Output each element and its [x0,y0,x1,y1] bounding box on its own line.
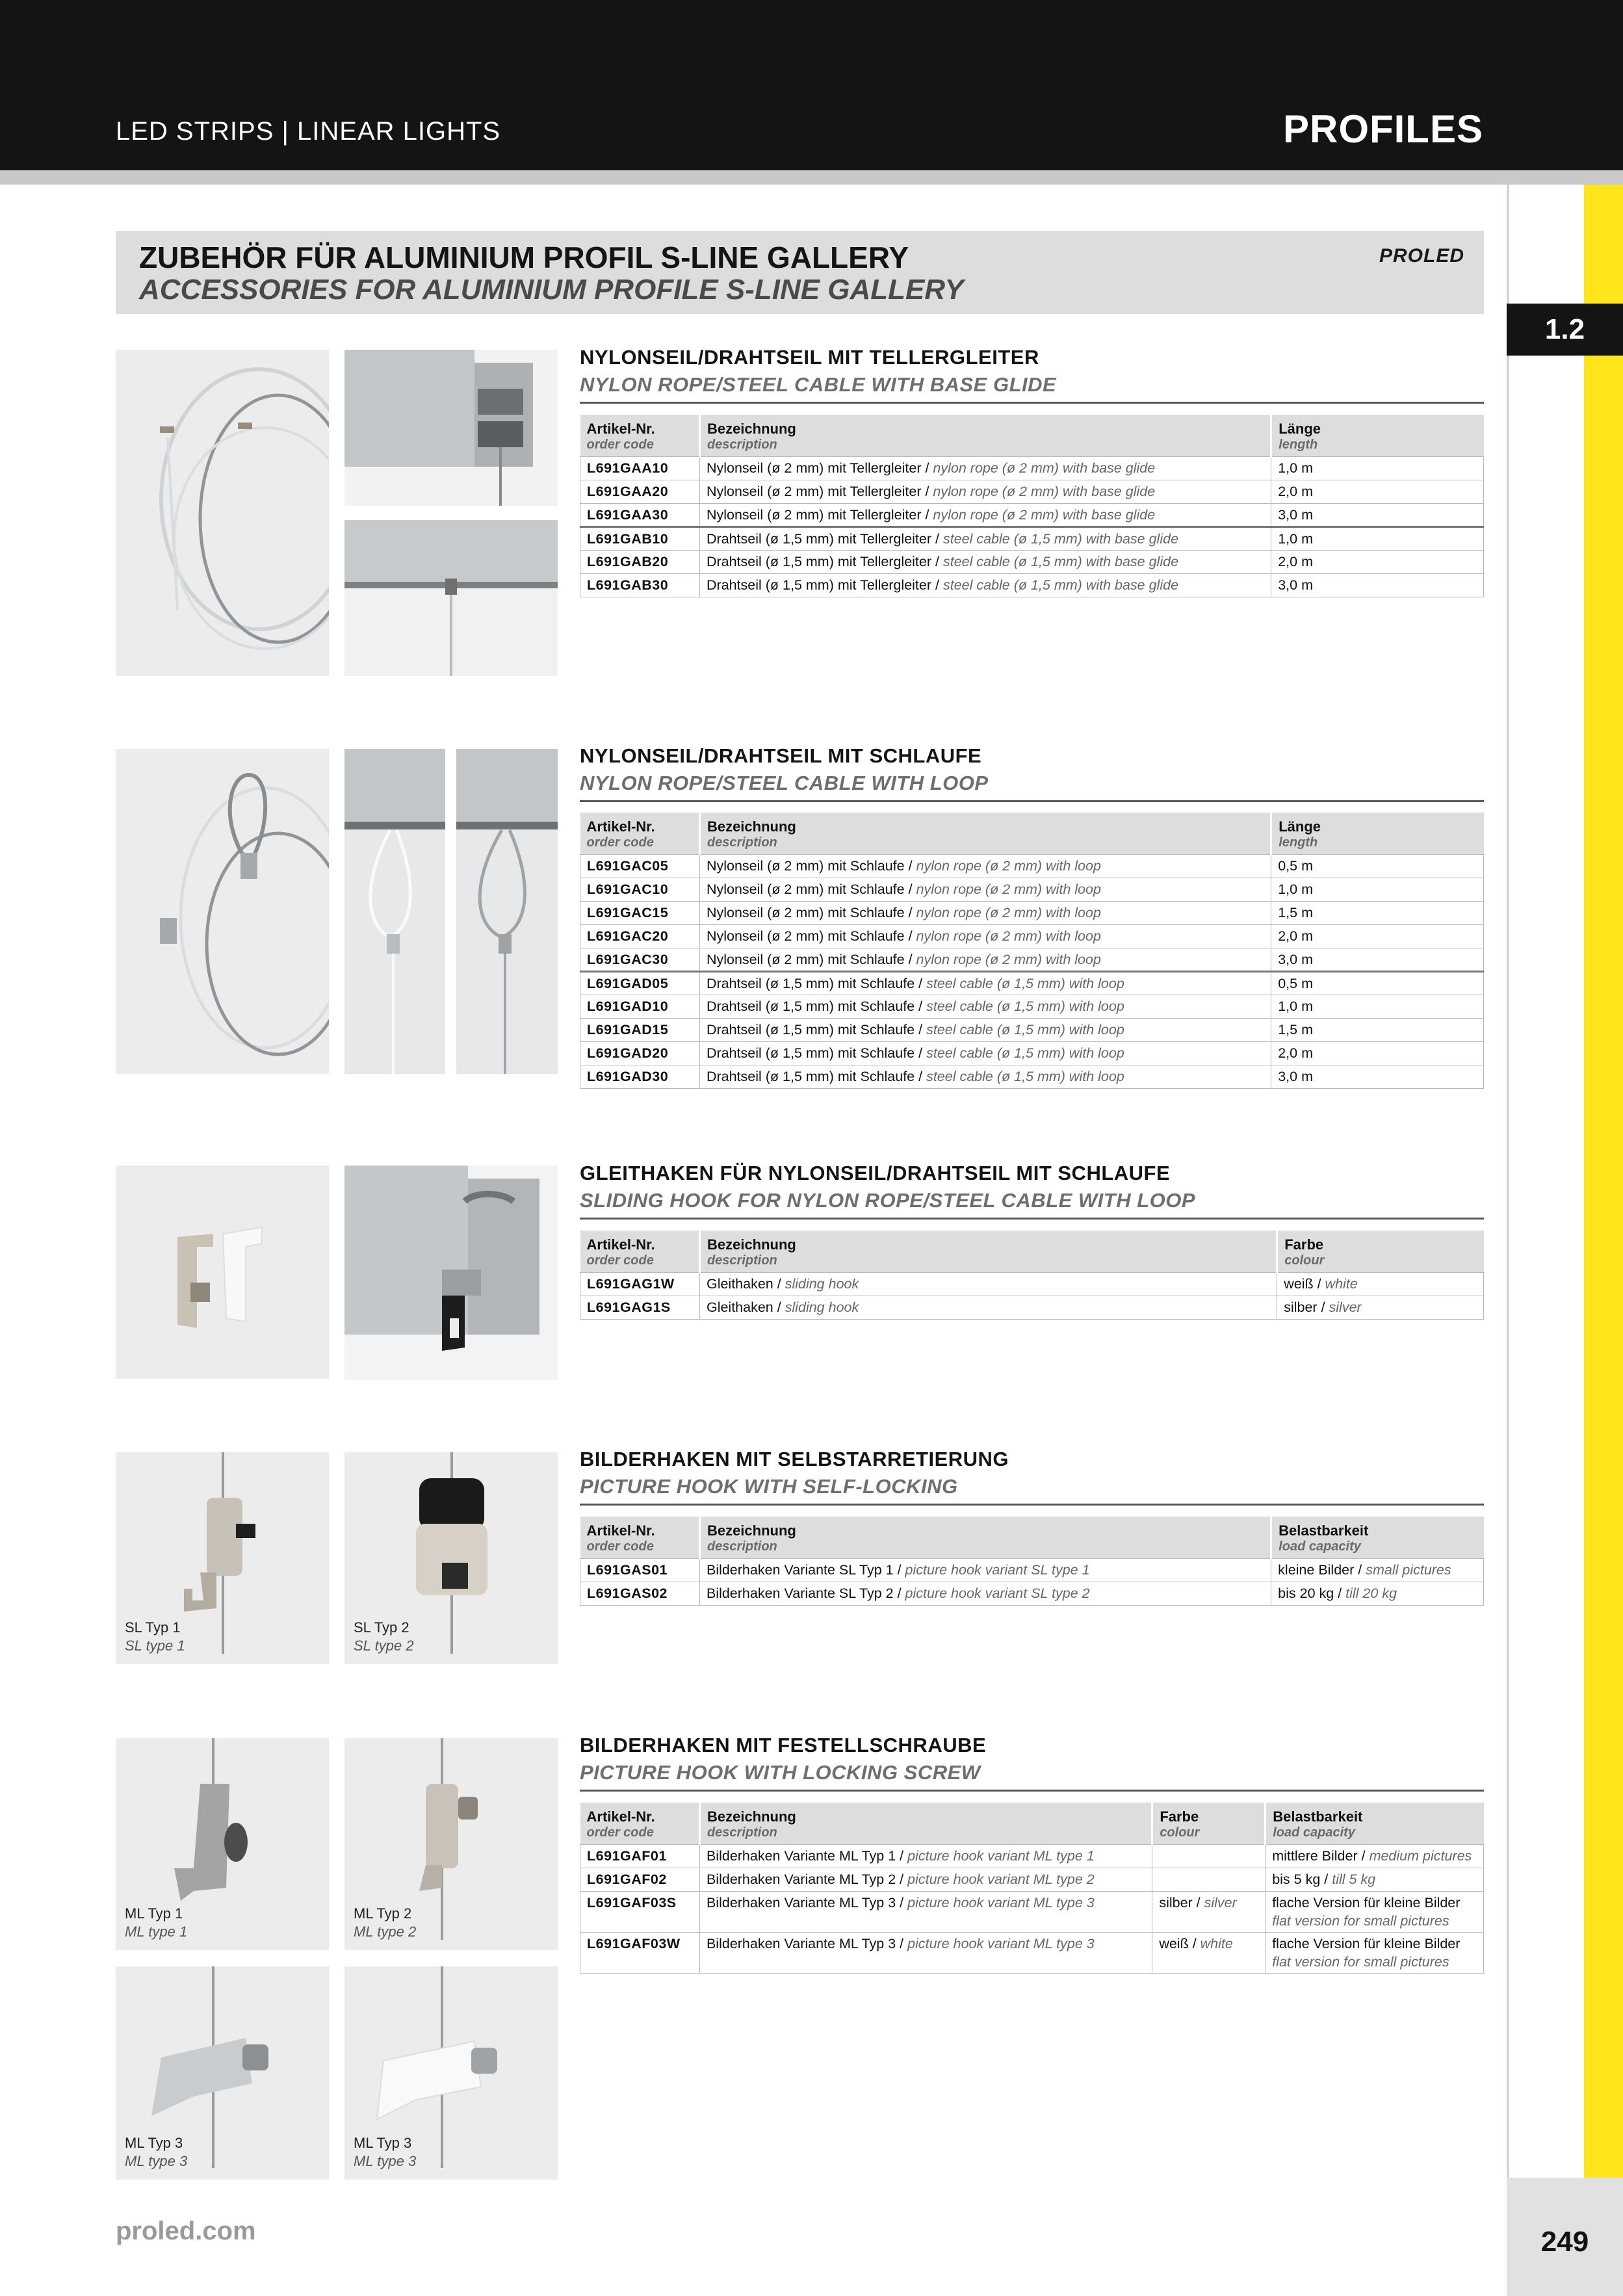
table-cell: Nylonseil (ø 2 mm) mit Tellergleiter / nylon rope (ø 2 mm) with base glide [699,457,1271,480]
product-table-loop [580,813,1484,1089]
table-cell: flache Version für kleine Bilder flat version for small pictures [1266,1933,1484,1974]
table-cell: 2,0 m [1271,925,1484,948]
table-row [580,1042,1484,1065]
order-code-cell: L691GAF03S [580,1892,700,1933]
category-title: LED STRIPS | LINEAR LIGHTS [116,117,501,146]
order-code-cell: L691GAC30 [580,948,700,972]
section-title-de: NYLONSEIL/DRAHTSEIL MIT SCHLAUFE [580,744,982,767]
section-rule [580,402,1484,404]
table-cell: bis 5 kg / till 5 kg [1266,1868,1484,1892]
image-caption: ML Typ 3 ML type 3 [125,2135,188,2169]
order-code-cell: L691GAA20 [580,480,700,504]
product-image-ml-type-3-white [344,1966,558,2180]
table-row [580,948,1484,972]
table-row [580,855,1484,878]
product-image-profile-top [344,350,558,506]
table-row [580,1273,1484,1296]
order-code-cell: L691GAB10 [580,527,700,551]
table-cell: Drahtseil (ø 1,5 mm) mit Schlaufe / steel cable (ø 1,5 mm) with loop [699,972,1271,995]
order-code-cell: L691GAF02 [580,1868,700,1892]
page-number: 249 [1540,2226,1589,2258]
order-code-cell: L691GAD20 [580,1042,700,1065]
image-caption: ML Typ 3 ML type 3 [354,2135,417,2169]
order-code-cell: L691GAD15 [580,1019,700,1042]
table-row [580,1296,1484,1320]
table-cell: Drahtseil (ø 1,5 mm) mit Schlaufe / steel cable (ø 1,5 mm) with loop [699,995,1271,1019]
section-rule [580,800,1484,802]
product-image-ml-type-3-silver [116,1966,329,2180]
product-image-ml-type-1 [116,1738,329,1950]
table-cell: 2,0 m [1271,551,1484,574]
col-header: Länge length [1271,813,1484,855]
table-cell: 1,5 m [1271,902,1484,925]
table-cell [1152,1845,1266,1868]
table-cell: flache Version für kleine Bilder flat version for small pictures [1266,1892,1484,1933]
image-caption: ML Typ 1 ML type 1 [125,1905,188,1940]
section-title-en: NYLON ROPE/STEEL CABLE WITH LOOP [580,772,989,794]
section-heading-loop [580,744,1484,802]
table-cell: 1,5 m [1271,1019,1484,1042]
section-heading-locking-screw [580,1734,1484,1792]
col-header: Belastbarkeit load capacity [1266,1803,1484,1845]
section-title-de: BILDERHAKEN MIT SELBSTARRETIERUNG [580,1448,1009,1470]
order-code-cell: L691GAC10 [580,878,700,902]
table-cell: 3,0 m [1271,574,1484,597]
section-title-de: GLEITHAKEN FÜR NYLONSEIL/DRAHTSEIL MIT SCHLAUFE [580,1162,1171,1184]
col-header: Farbe colour [1152,1803,1266,1845]
order-code-cell: L691GAB20 [580,551,700,574]
page-title-band [116,231,1484,314]
product-image-sl-type-2 [344,1452,558,1664]
image-caption: SL Typ 1 SL type 1 [125,1619,185,1654]
col-header: Bezeichnung description [699,1517,1271,1559]
table-cell: Drahtseil (ø 1,5 mm) mit Schlaufe / steel cable (ø 1,5 mm) with loop [699,1065,1271,1089]
table-cell: Drahtseil (ø 1,5 mm) mit Schlaufe / steel cable (ø 1,5 mm) with loop [699,1019,1271,1042]
product-image-sl-type-1 [116,1452,329,1664]
product-image-profile-cable [344,520,558,676]
table-cell: Bilderhaken Variante ML Typ 2 / picture hook variant ML type 2 [699,1868,1152,1892]
page-number-box [1507,2178,1623,2296]
table-row [580,457,1484,480]
chapter-color-bar [1584,185,1623,2178]
table-cell: weiß / white [1277,1273,1484,1296]
col-header: Artikel-Nr. order code [580,1803,700,1845]
table-row [580,1019,1484,1042]
table-cell: 0,5 m [1271,972,1484,995]
section-rule [580,1504,1484,1506]
table-cell: silber / silver [1277,1296,1484,1320]
table-cell: Drahtseil (ø 1,5 mm) mit Tellergleiter / steel cable (ø 1,5 mm) with base glide [699,574,1271,597]
order-code-cell: L691GAA10 [580,457,700,480]
product-image-nylon-rope-glide [116,350,329,676]
order-code-cell: L691GAD10 [580,995,700,1019]
order-code-cell: L691GAF01 [580,1845,700,1868]
table-row [580,1892,1484,1933]
col-header: Länge length [1271,415,1484,457]
table-cell: Drahtseil (ø 1,5 mm) mit Tellergleiter / steel cable (ø 1,5 mm) with base glide [699,551,1271,574]
col-header: Farbe colour [1277,1231,1484,1273]
table-cell: Nylonseil (ø 2 mm) mit Tellergleiter / nylon rope (ø 2 mm) with base glide [699,480,1271,504]
order-code-cell: L691GAS02 [580,1582,700,1606]
table-cell: 3,0 m [1271,504,1484,527]
section-title-en: NYLON ROPE/STEEL CABLE WITH BASE GLIDE [580,373,1057,396]
table-cell: Bilderhaken Variante ML Typ 3 / picture hook variant ML type 3 [699,1933,1152,1974]
table-cell: Gleithaken / sliding hook [699,1296,1277,1320]
table-cell: mittlere Bilder / medium pictures [1266,1845,1484,1868]
order-code-cell: L691GAS01 [580,1559,700,1582]
table-cell: Drahtseil (ø 1,5 mm) mit Tellergleiter / steel cable (ø 1,5 mm) with base glide [699,527,1271,551]
table-cell: Bilderhaken Variante SL Typ 1 / picture hook variant SL type 1 [699,1559,1271,1582]
section-index-tab[interactable]: 1.2 [1507,304,1623,356]
product-image-nylon-loop-mounted [344,749,445,1074]
table-cell: Nylonseil (ø 2 mm) mit Schlaufe / nylon rope (ø 2 mm) with loop [699,878,1271,902]
table-cell: Gleithaken / sliding hook [699,1273,1277,1296]
product-table-locking-screw [580,1803,1484,1974]
section-heading-base-glide [580,346,1484,404]
table-row [580,1845,1484,1868]
image-caption: SL Typ 2 SL type 2 [354,1619,414,1654]
product-table-self-locking [580,1517,1484,1606]
top-header-bar [0,0,1623,170]
col-header: Artikel-Nr. order code [580,813,700,855]
section-rule [580,1218,1484,1220]
product-table-sliding-hook [580,1231,1484,1320]
table-cell: 1,0 m [1271,995,1484,1019]
section-title-en: PICTURE HOOK WITH LOCKING SCREW [580,1761,981,1784]
table-cell: Drahtseil (ø 1,5 mm) mit Schlaufe / steel cable (ø 1,5 mm) with loop [699,1042,1271,1065]
table-cell: 3,0 m [1271,948,1484,972]
side-divider-line [1507,185,1509,2296]
table-row [580,1582,1484,1606]
table-cell: 2,0 m [1271,1042,1484,1065]
section-title-de: BILDERHAKEN MIT FESTELLSCHRAUBE [580,1734,987,1756]
table-cell: weiß / white [1152,1933,1266,1974]
order-code-cell: L691GAG1W [580,1273,700,1296]
section-heading-sliding-hook [580,1162,1484,1220]
section-heading-self-locking [580,1448,1484,1506]
table-cell: 1,0 m [1271,457,1484,480]
table-cell: 1,0 m [1271,878,1484,902]
table-cell: Bilderhaken Variante ML Typ 3 / picture hook variant ML type 3 [699,1892,1152,1933]
table-cell: bis 20 kg / till 20 kg [1271,1582,1484,1606]
table-cell: 1,0 m [1271,527,1484,551]
product-image-rope-loop [116,749,329,1074]
order-code-cell: L691GAA30 [580,504,700,527]
table-row [580,1868,1484,1892]
table-cell: Nylonseil (ø 2 mm) mit Schlaufe / nylon rope (ø 2 mm) with loop [699,902,1271,925]
table-row [580,878,1484,902]
table-cell: 2,0 m [1271,480,1484,504]
order-code-cell: L691GAF03W [580,1933,700,1974]
proled-logo: PROLED [1379,245,1464,267]
page-title-en: ACCESSORIES FOR ALUMINIUM PROFILE S-LINE GALLERY [139,274,964,306]
product-image-sliding-hook-mounted [344,1166,558,1380]
product-image-ml-type-2 [344,1738,558,1950]
table-cell: 0,5 m [1271,855,1484,878]
table-row [580,1559,1484,1582]
table-row [580,1065,1484,1089]
col-header: Bezeichnung description [699,1803,1152,1845]
table-cell: Nylonseil (ø 2 mm) mit Schlaufe / nylon rope (ø 2 mm) with loop [699,925,1271,948]
order-code-cell: L691GAC05 [580,855,700,878]
col-header: Belastbarkeit load capacity [1271,1517,1484,1559]
col-header: Artikel-Nr. order code [580,1517,700,1559]
order-code-cell: L691GAB30 [580,574,700,597]
product-table-base-glide [580,415,1484,597]
section-title-de: NYLONSEIL/DRAHTSEIL MIT TELLERGLEITER [580,346,1039,369]
table-row [580,995,1484,1019]
order-code-cell: L691GAC20 [580,925,700,948]
table-row [580,504,1484,527]
image-caption: ML Typ 2 ML type 2 [354,1905,417,1940]
table-row [580,925,1484,948]
product-image-steel-loop-mounted [456,749,558,1074]
order-code-cell: L691GAG1S [580,1296,700,1320]
col-header: Bezeichnung description [699,1231,1277,1273]
table-cell: Nylonseil (ø 2 mm) mit Schlaufe / nylon rope (ø 2 mm) with loop [699,855,1271,878]
col-header: Artikel-Nr. order code [580,415,700,457]
table-cell: 3,0 m [1271,1065,1484,1089]
table-row [580,972,1484,995]
order-code-cell: L691GAD05 [580,972,700,995]
page-title-de: ZUBEHÖR FÜR ALUMINIUM PROFIL S-LINE GALLERY [139,241,909,274]
table-cell: kleine Bilder / small pictures [1271,1559,1484,1582]
table-row [580,480,1484,504]
table-row [580,902,1484,925]
order-code-cell: L691GAD30 [580,1065,700,1089]
footer-website-link[interactable]: proled.com [116,2217,256,2245]
table-cell: Nylonseil (ø 2 mm) mit Tellergleiter / nylon rope (ø 2 mm) with base glide [699,504,1271,527]
table-cell: Nylonseil (ø 2 mm) mit Schlaufe / nylon rope (ø 2 mm) with loop [699,948,1271,972]
table-cell: Bilderhaken Variante SL Typ 2 / picture hook variant SL type 2 [699,1582,1271,1606]
order-code-cell: L691GAC15 [580,902,700,925]
table-cell: silber / silver [1152,1892,1266,1933]
section-title-en: SLIDING HOOK FOR NYLON ROPE/STEEL CABLE WITH LOOP [580,1189,1196,1212]
section-rule [580,1790,1484,1792]
table-cell: Bilderhaken Variante ML Typ 1 / picture hook variant ML type 1 [699,1845,1152,1868]
product-image-sliding-hooks [116,1166,329,1379]
col-header: Bezeichnung description [699,415,1271,457]
section-title-en: PICTURE HOOK WITH SELF-LOCKING [580,1475,958,1498]
header-divider-strip [0,170,1623,185]
col-header: Artikel-Nr. order code [580,1231,700,1273]
table-cell [1152,1868,1266,1892]
table-row [580,1933,1484,1974]
table-row [580,574,1484,597]
col-header: Bezeichnung description [699,813,1271,855]
table-row [580,551,1484,574]
section-title: PROFILES [1282,107,1483,151]
table-row [580,527,1484,551]
